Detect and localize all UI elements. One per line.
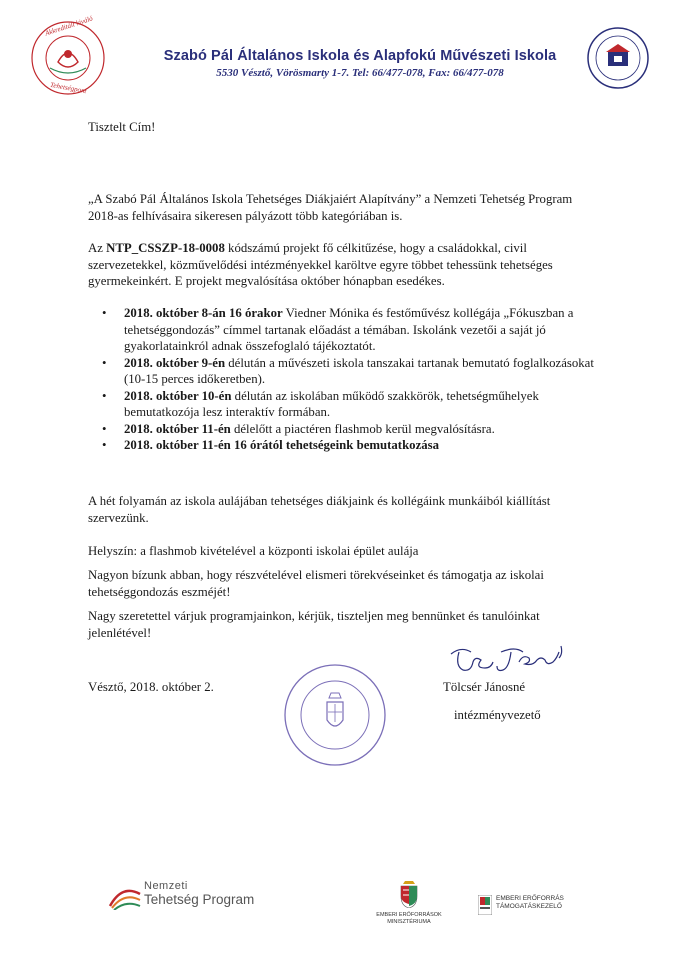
efotk-line2: TÁMOGATÁSKEZELŐ xyxy=(496,903,562,910)
bullet-icon: • xyxy=(102,438,107,452)
logo-bottom-text: Tehetségpont xyxy=(49,80,88,96)
event-description: délután a művészeti iskola tanszakai tartanak bemutató foglalkozásokat (10-15 perces időkeretben). xyxy=(124,355,594,386)
ntp-logo-line2: Tehetség Program xyxy=(144,892,255,907)
ministry-logo-text: EMBERI ERŐFORRÁSOK MINISZTÉRIUMA xyxy=(376,912,442,925)
bullet-icon: • xyxy=(102,355,107,370)
school-name: Szabó Pál Általános Iskola és Alapfokú Művészeti Iskola xyxy=(163,48,557,64)
paragraph-invitation: Nagy szeretettel várjuk programjainkon, kérjük, tiszteljen meg bennünket és tanulóinkat jelenlétével! xyxy=(88,609,540,640)
list-item xyxy=(88,355,594,388)
paragraph-location: Helyszín: a flashmob kivételével a központi iskolai épület aulája xyxy=(88,544,419,558)
coat-of-arms-icon xyxy=(399,880,419,908)
list-item xyxy=(88,388,594,421)
event-description: Viedner Mónika és festőművész kollégája „Fókuszban a tehetséggondozás” címmel tartanak előadást a témában. Iskolánk vezetői a saját jó gyakorlatainkról adnak összefoglaló tájékoztatót. xyxy=(124,306,574,353)
bullet-icon: • xyxy=(102,306,107,320)
efotk-logo-text xyxy=(496,895,564,911)
letter-date: Vésztő, 2018. október 2. xyxy=(88,680,214,694)
event-date: 2018. október 9-én xyxy=(124,355,226,370)
handwritten-signature xyxy=(445,640,575,680)
signer-name: Tölcsér Jánosné xyxy=(443,680,526,694)
signer-role: intézményvezető xyxy=(454,708,541,722)
paragraph-exhibition: A hét folyamán az iskola aulájában tehetséges diákjaink és kollégáink munkáiból kiállítást szervezünk. xyxy=(88,494,551,525)
list-item xyxy=(88,437,594,454)
ntp-logo-icon xyxy=(108,884,142,915)
school-emblem-logo xyxy=(586,26,650,90)
logo-top-text: Akkreditált kiváló xyxy=(43,14,94,38)
list-item xyxy=(88,421,594,438)
event-date: 2018. október 8-án 16 órakor xyxy=(124,306,283,320)
event-description: délelőtt a piactéren flashmob kerül megvalósításra. xyxy=(230,421,495,436)
project-code: NTP_CSSZP-18-0008 xyxy=(106,241,225,255)
efotk-logo-icon xyxy=(478,895,492,915)
official-stamp xyxy=(280,660,390,770)
paragraph-support: Nagyon bízunk abban, hogy részvételével elismeri törekvéseinket és támogatja az iskolai tehetséggondozás eszméjét! xyxy=(88,568,544,599)
salutation: Tisztelt Cím! xyxy=(88,120,156,134)
efotk-line1: EMBERI ERŐFORRÁS xyxy=(496,895,564,902)
school-address: 5530 Vésztő, Vörösmarty 1-7. Tel: 66/477-078, Fax: 66/477-078 xyxy=(216,67,504,79)
list-item xyxy=(88,305,594,355)
project-description: kódszámú projekt fő célkitűzése, hogy a családokkal, civil szervezetekkel, közművelődési intézményekkel karöltve egyre többet tehessünk tehetséges gyermekeinkért. E projekt megvalósítása október hónapban esedékes. xyxy=(88,241,553,288)
event-description: délután az iskolában működő szakkörök, tehetségműhelyek bemutatkozója lesz interaktív formában. xyxy=(124,388,539,419)
event-date: 2018. október 10-én xyxy=(124,388,232,403)
project-prefix: Az xyxy=(88,241,107,255)
event-date: 2018. október 11-én 16 órától tehetségeink bemutatkozása xyxy=(124,438,440,452)
ntp-logo-line1: Nemzeti xyxy=(144,880,188,892)
event-list xyxy=(88,305,594,454)
event-date: 2018. október 11-én xyxy=(124,421,231,436)
paragraph-project xyxy=(88,240,594,290)
bullet-icon: • xyxy=(102,421,107,436)
bullet-icon: • xyxy=(102,388,107,403)
paragraph-intro: „A Szabó Pál Általános Iskola Tehetséges Diákjaiért Alapítvány” a Nemzeti Tehetség Program 2018-as felhívásaira sikeresen pályázott több kategóriában is. xyxy=(88,192,573,223)
